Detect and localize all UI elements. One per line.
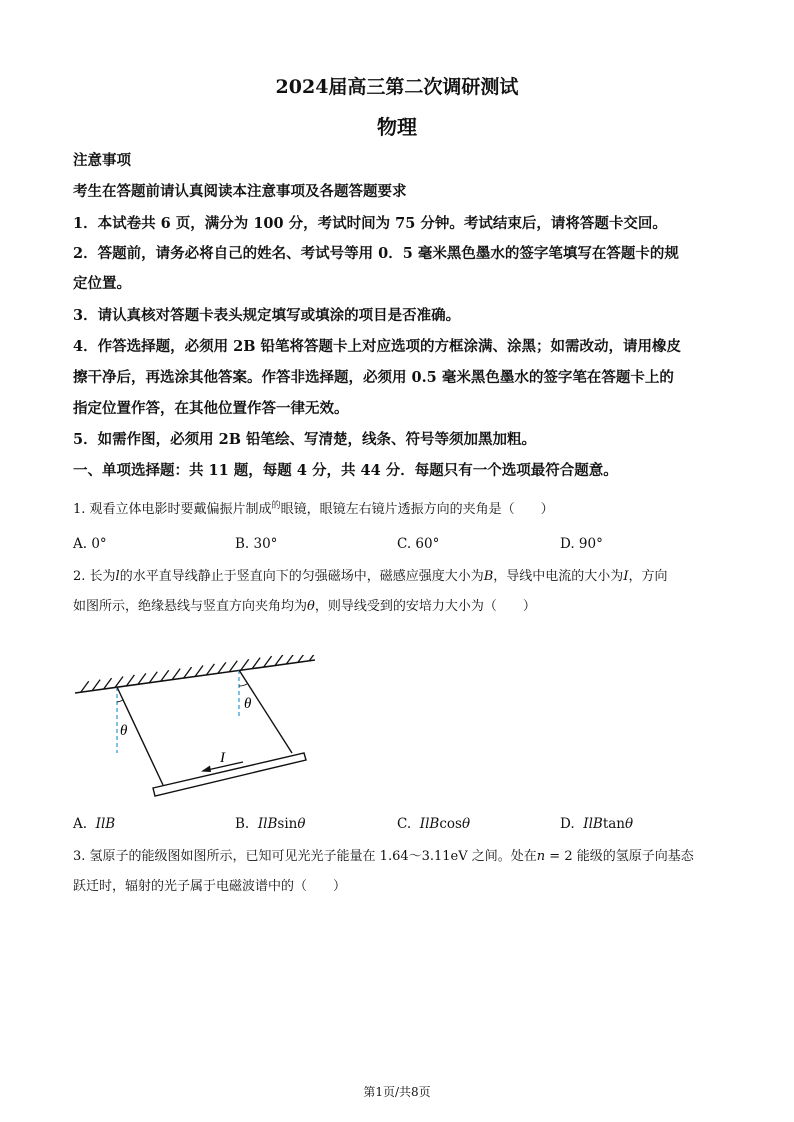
notice-item-4a: 4．作答选择题，必须用 2B 铅笔将答题卡上对应选项的方框涂满、涂黑；如需改动，请用橡皮 bbox=[73, 338, 682, 355]
q2-var-b: B bbox=[483, 569, 494, 584]
q2-option-c-letter: C. bbox=[397, 816, 412, 832]
q2-option-b-letter: B. bbox=[235, 816, 250, 832]
q2-option-b-theta: θ bbox=[297, 816, 306, 832]
q2-option-a-letter: A. bbox=[73, 816, 88, 832]
q2-option-b-expr: IlB bbox=[257, 816, 278, 832]
q2-var-l: l bbox=[115, 569, 120, 584]
theta-label-right: θ bbox=[244, 696, 252, 712]
current-arrow-head bbox=[201, 766, 211, 773]
q3-var-n: n bbox=[536, 849, 546, 864]
exam-title: 2024届高三第二次调研测试 bbox=[275, 76, 519, 98]
notice-item-4b: 擦干净后，再选涂其他答案。作答非选择题，必须用 0.5 毫米黑色墨水的签字笔在答题卡上的 bbox=[73, 369, 674, 386]
q2-text-b: 的水平直导线静止于竖直向下的匀强磁场中，磁感应强度大小为 bbox=[119, 569, 484, 584]
q2-figure bbox=[70, 655, 320, 805]
q3-eq: = 2 bbox=[545, 849, 577, 864]
q1-text-a: 1. 观看立体电影时要戴偏振片制成 bbox=[73, 502, 272, 517]
q2-option-c-expr: IlB bbox=[419, 816, 440, 832]
q2-text-d: ，方向 bbox=[628, 569, 668, 584]
q2-option-c bbox=[397, 816, 470, 832]
q1-text-small: 的 bbox=[271, 501, 281, 511]
notice-item-1: 1．本试卷共 6 页，满分为 100 分，考试时间为 75 分钟。考试结束后，请将答题卡交回。 bbox=[73, 215, 667, 232]
question-3-line-1 bbox=[73, 847, 733, 867]
question-2-line-2 bbox=[73, 597, 733, 617]
q2-option-d-fn: tan bbox=[602, 816, 625, 832]
q2-option-d bbox=[560, 816, 633, 832]
q2-option-b bbox=[235, 816, 305, 832]
subject-title: 物理 bbox=[377, 115, 417, 139]
q2-text-a: 2. 长为 bbox=[73, 569, 116, 584]
question-1 bbox=[73, 500, 733, 521]
notice-item-2b: 定位置。 bbox=[73, 275, 131, 292]
q2-option-c-theta: θ bbox=[461, 816, 471, 832]
q2-option-b-fn: sin bbox=[277, 816, 298, 832]
q2-option-d-letter: D. bbox=[560, 816, 575, 832]
q1-option-a: A. 0° bbox=[73, 536, 107, 552]
theta-label-left: θ bbox=[120, 723, 128, 739]
q2-option-c-fn: cos bbox=[439, 816, 462, 832]
question-3-line-2: 跃迁时，辐射的光子属于电磁波谱中的（ ） bbox=[73, 879, 347, 894]
q2-text-e: 如图所示，绝缘悬线与竖直方向夹角均为 bbox=[73, 599, 308, 614]
conductor-rod bbox=[153, 753, 306, 796]
q2-option-a bbox=[73, 816, 115, 832]
q1-option-b: B. 30° bbox=[235, 536, 278, 552]
q3-text-b: 能级的氢原子向基态 bbox=[576, 849, 694, 864]
q2-option-a-expr: IlB bbox=[95, 816, 116, 832]
angle-arc-right bbox=[239, 684, 247, 686]
q2-var-i: I bbox=[623, 569, 629, 584]
angle-arc-left bbox=[117, 700, 123, 702]
question-2-line-1 bbox=[73, 567, 733, 587]
notice-item-4c: 指定位置作答，在其他位置作答一律无效。 bbox=[73, 400, 349, 417]
notice-item-2a: 2．答题前，请务必将自己的姓名、考试号等用 0．5 毫米黑色墨水的签字笔填写在答题卡的规 bbox=[73, 245, 679, 262]
q3-text-a: 3. 氢原子的能级图如图所示，已知可见光光子能量在 1.64～3.11eV 之间。处在 bbox=[73, 849, 537, 864]
notice-intro: 考生在答题前请认真阅读本注意事项及各题答题要求 bbox=[73, 183, 407, 200]
q2-text-c: ，导线中电流的大小为 bbox=[493, 569, 624, 584]
ceiling-hatching bbox=[81, 655, 318, 692]
notice-item-5: 5．如需作图，必须用 2B 铅笔绘、写清楚，线条、符号等须加黑加粗。 bbox=[73, 431, 537, 448]
notice-heading: 注意事项 bbox=[73, 152, 131, 169]
q2-var-theta: θ bbox=[307, 599, 315, 614]
q1-option-d: D. 90° bbox=[560, 536, 603, 552]
q1-option-c: C. 60° bbox=[397, 536, 440, 552]
current-label: I bbox=[220, 750, 225, 766]
notice-item-3: 3．请认真核对答题卡表头规定填写或填涂的项目是否准确。 bbox=[73, 307, 461, 324]
q2-text-f: ，则导线受到的安培力大小为（ ） bbox=[314, 599, 536, 614]
q1-text-b: 眼镜，眼镜左右镜片透振方向的夹角是（ ） bbox=[280, 502, 554, 517]
q2-option-d-theta: θ bbox=[624, 816, 634, 832]
q2-option-d-expr: IlB bbox=[583, 816, 603, 832]
section-1-heading: 一、单项选择题：共 11 题，每题 4 分，共 44 分．每题只有一个选项最符合题意。 bbox=[73, 462, 618, 479]
page-footer: 第1页/共8页 bbox=[363, 1085, 431, 1099]
